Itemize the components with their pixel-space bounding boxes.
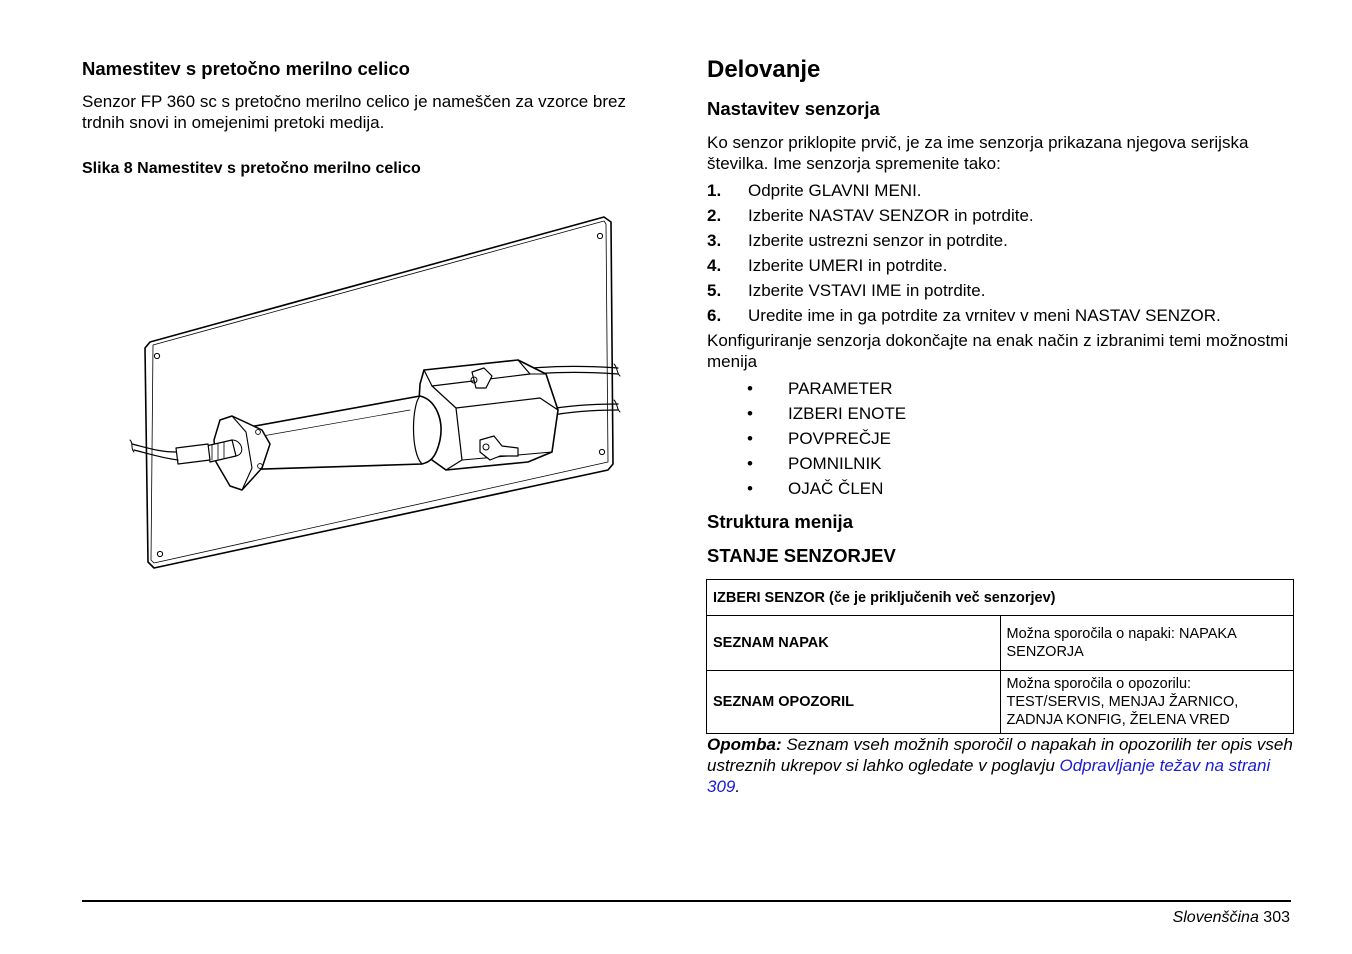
sensor-setup-intro: Ko senzor priklopite prvič, je za ime senzorja prikazana njegova serijska številka. Ime senzorja spremenite tako: xyxy=(707,133,1249,173)
setup-step: 1. Odprite GLAVNI MENI. xyxy=(707,181,922,200)
sensor-setup-outro: Konfiguriranje senzorja dokončajte na enak način z izbranimi temi možnostmi menija xyxy=(707,331,1289,371)
setup-step: 3. Izberite ustrezni senzor in potrdite. xyxy=(707,231,1008,250)
page-footer xyxy=(1173,909,1290,927)
table-value-cell: Možna sporočila o opozorilu: TEST/SERVIS, MENJAJ ŽARNICO, ZADNJA KONFIG, ŽELENA VRED xyxy=(1000,671,1294,734)
table-row xyxy=(707,671,1294,734)
menu-option: • POMNILNIK xyxy=(747,454,882,473)
menu-option: • IZBERI ENOTE xyxy=(747,404,907,423)
table-header-row xyxy=(707,580,1294,616)
sensor-setup-heading: Nastavitev senzorja xyxy=(707,98,880,119)
setup-step: 2. Izberite NASTAV SENZOR in potrdite. xyxy=(707,206,1034,225)
section-title: Delovanje xyxy=(707,56,821,83)
troubleshooting-link[interactable]: Odpravljanje težav na strani 309 xyxy=(707,756,1271,796)
setup-step: 6. Uredite ime in ga potrdite za vrnitev v meni NASTAV SENZOR. xyxy=(707,306,1221,325)
note-paragraph xyxy=(707,734,1297,797)
table-header-cell: IZBERI SENZOR (če je priključenih več senzorjev) xyxy=(707,580,1294,616)
note-end: . xyxy=(735,777,741,796)
note-label: Opomba: xyxy=(707,735,782,754)
menu-options-list xyxy=(707,378,1107,503)
menu-option: • PARAMETER xyxy=(747,379,893,398)
flow-cell-illustration xyxy=(125,210,625,575)
table-key-cell: SEZNAM OPOZORIL xyxy=(707,671,1001,734)
footer-rule xyxy=(82,900,1291,902)
footer-language: Slovenščina xyxy=(1172,909,1259,926)
setup-step: 5. Izberite VSTAVI IME in potrdite. xyxy=(707,281,986,300)
installation-heading: Namestitev s pretočno merilno celico xyxy=(82,58,410,79)
note-text: Seznam vseh možnih sporočil o napakah in opozorilih ter opis vseh ustreznih ukrepov si lahko ogledate v poglavju xyxy=(707,735,1293,775)
menu-option: • OJAČ ČLEN xyxy=(747,479,884,498)
menu-structure-table xyxy=(706,579,1294,734)
setup-steps-list xyxy=(707,180,1307,330)
table-row xyxy=(707,616,1294,671)
menu-option: • POVPREČJE xyxy=(747,429,891,448)
table-value-cell: Možna sporočila o napaki: NAPAKA SENZORJA xyxy=(1000,616,1294,671)
menu-structure-heading: Struktura menija xyxy=(707,511,853,532)
page-number: 303 xyxy=(1263,909,1290,926)
setup-step: 4. Izberite UMERI in potrdite. xyxy=(707,256,948,275)
figure-caption: Slika 8 Namestitev s pretočno merilno celico xyxy=(82,160,421,177)
table-key-cell: SEZNAM NAPAK xyxy=(707,616,1001,671)
sensor-status-heading: STANJE SENZORJEV xyxy=(707,545,896,566)
installation-body: Senzor FP 360 sc s pretočno merilno celico je nameščen za vzorce brez trdnih snovi in omejenimi pretoki medija. xyxy=(82,92,626,132)
